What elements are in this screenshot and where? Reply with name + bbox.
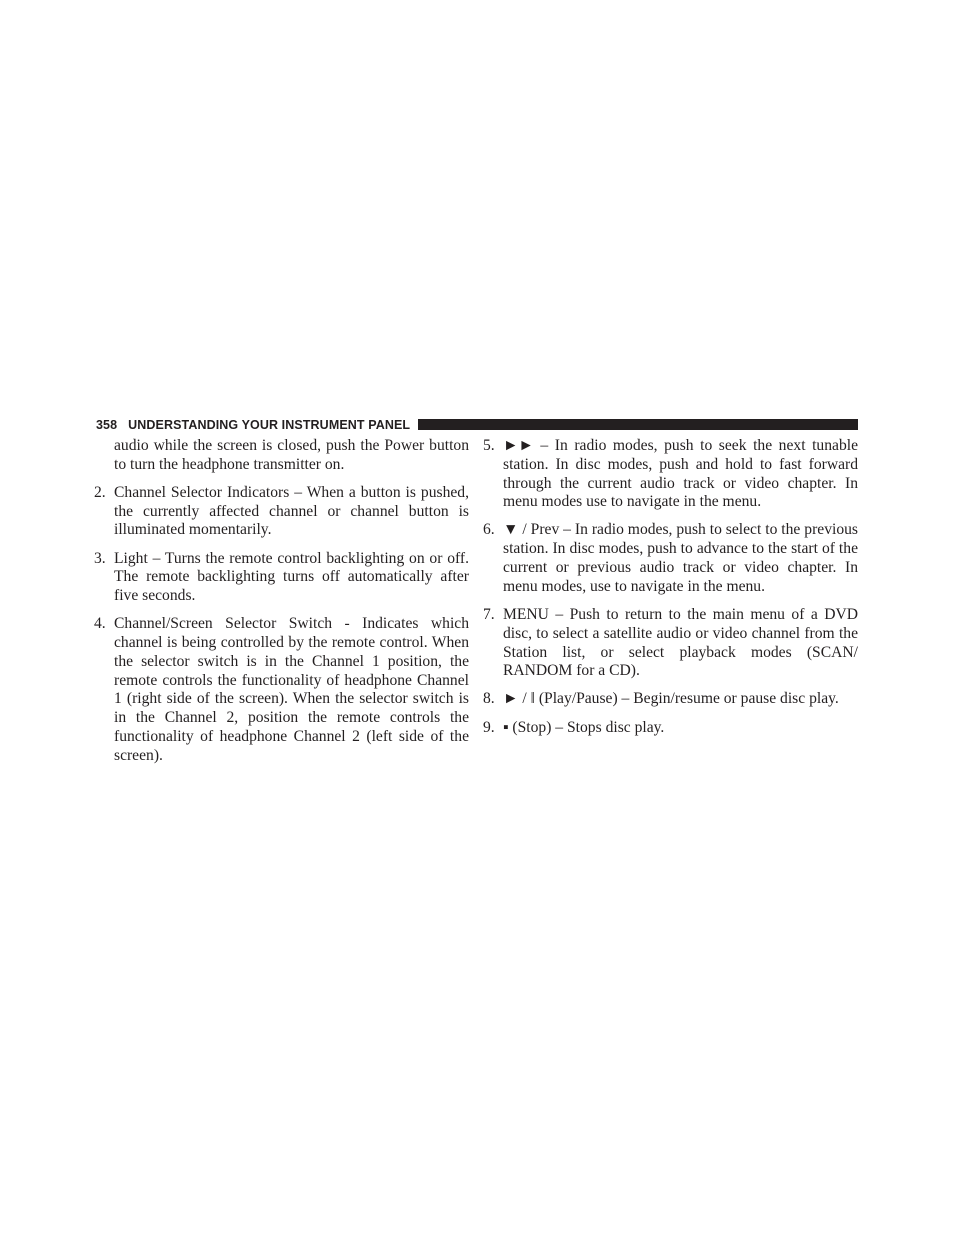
list-item-text: ►► – In radio modes, push to seek the next tunable station. In disc modes, push and hold to fast forward through the current audio track or video chapter. In menu modes use to navigate in the menu. (503, 437, 858, 511)
list-item-text: ▼ / Prev – In radio modes, push to select to the previous station. In disc modes, push to advance to the start of the current or previous audio track or video chapter. In menu modes, use to navigate in the menu. (503, 521, 858, 595)
list-item-number: 5. (483, 437, 495, 454)
left-column (94, 437, 469, 775)
page-header (96, 417, 858, 433)
list-item-text: Light – Turns the remote control backlighting on or off. The remote backlighting turns off automatically after five seconds. (114, 549, 469, 605)
list-item (94, 550, 469, 606)
list-item (483, 437, 858, 512)
list-item-number: 2. (94, 483, 106, 501)
list-item-text: MENU – Push to return to the main menu of a DVD disc, to select a satellite audio or video channel from the Station list, or select playback modes (SCAN/ RANDOM for a CD). (503, 605, 858, 680)
list-item-number: 4. (94, 615, 106, 633)
list-item (483, 521, 858, 596)
list-item-number: 9. (483, 718, 495, 736)
list-item-text: Channel Selector Indicators – When a button is pushed, the currently affected channel or channel button is illuminated momentarily. (114, 483, 469, 539)
list-item-number: 3. (94, 549, 106, 567)
right-column (483, 437, 858, 747)
list-item (483, 690, 858, 709)
list-item-text: ► / ‖ (Play/Pause) – Begin/resume or pause disc play. (503, 690, 839, 708)
page-number: 358 (96, 418, 118, 432)
list-item (94, 615, 469, 765)
list-item (483, 719, 858, 738)
section-title: UNDERSTANDING YOUR INSTRUMENT PANEL (128, 418, 411, 432)
list-item-text: Channel/Screen Selector Switch - Indicates which channel is being controlled by the remote control. When the selector switch is in the Channel 1 position, the remote controls the functionality of headphone Channel 1 (right side of the screen). When the selector switch is in the Channel 2, position the remote controls the functionality of headphone Channel 2 (left side of the screen). (114, 615, 469, 764)
list-item-number: 6. (483, 521, 495, 539)
list-item-text: ▪ (Stop) – Stops disc play. (503, 718, 665, 736)
list-item (483, 606, 858, 681)
list-item (94, 484, 469, 540)
header-rule-bar (418, 419, 858, 430)
list-item-number: 8. (483, 690, 495, 708)
list-item-number: 7. (483, 605, 495, 623)
continued-paragraph: audio while the screen is closed, push the Power button to turn the headphone transmitter on. (114, 437, 469, 473)
